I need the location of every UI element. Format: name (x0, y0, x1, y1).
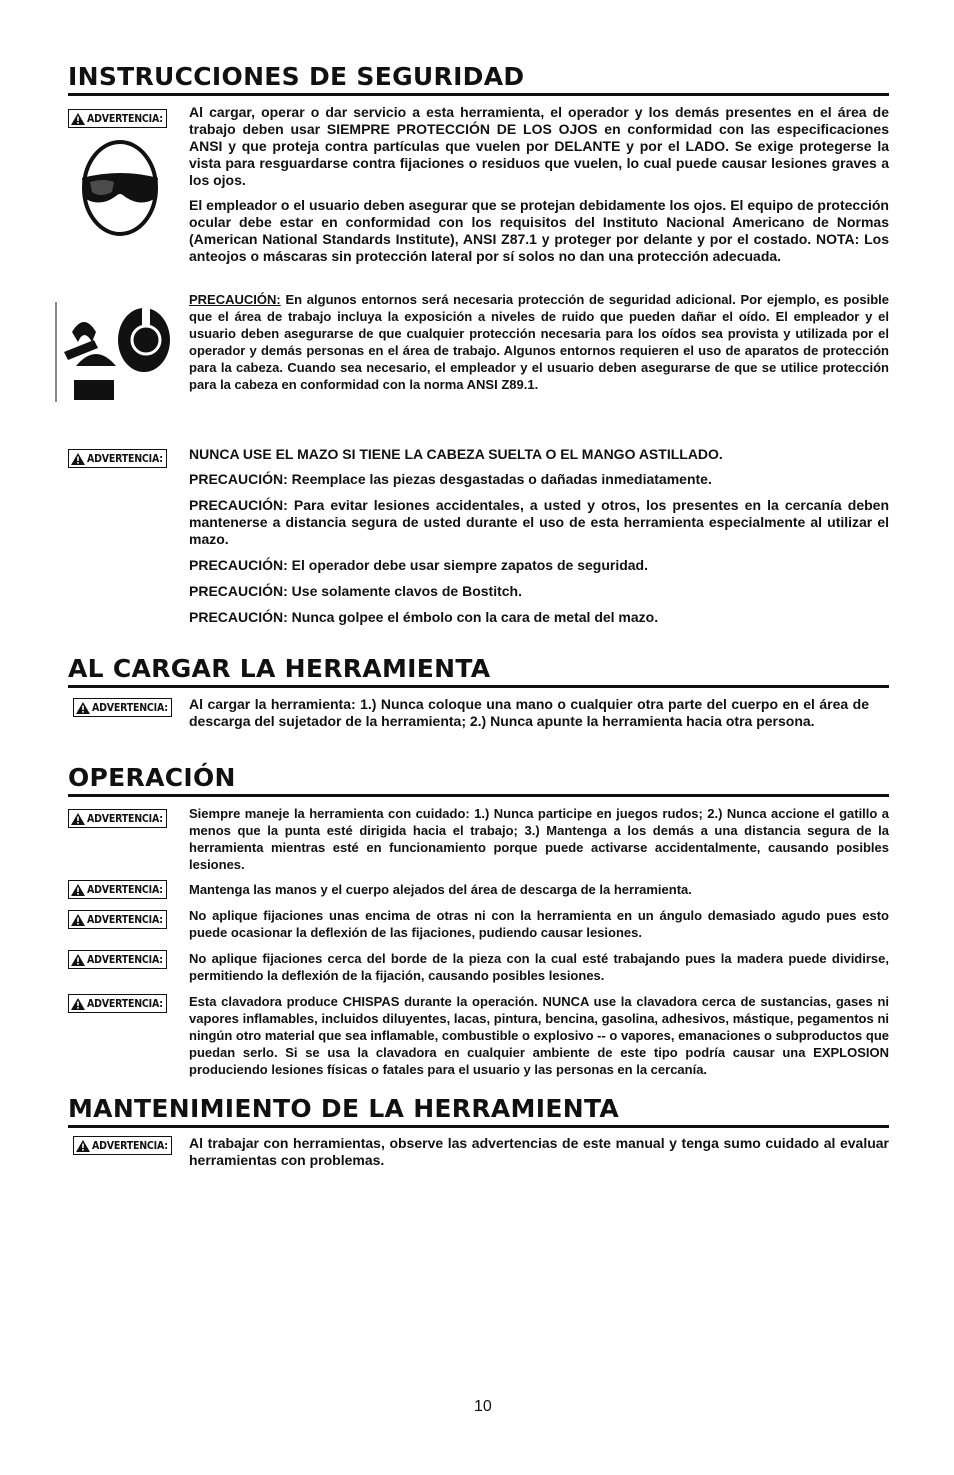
warning-text-1: NUNCA USE EL MAZO SI TIENE LA CABEZA SUELTA O EL MANGO ASTILLADO. (189, 446, 723, 462)
warning-triangle-icon (71, 453, 85, 465)
eye-protection-icon (80, 140, 160, 236)
warning-badge-label: ADVERTENCIA: (87, 953, 163, 966)
operation-warning-1: Siempre maneje la herramienta con cuidado: 1.) Nunca participe en juegos rudos; 2.) Nunca accione el gatillo a menos que la punta esté dirigida hacia el trabajo; 3.) Mantenga a los demás a una distancia segura de la herramienta mientras esté en funcionamiento porque puede activarse accidentalmente, causando posibles lesiones. (189, 806, 889, 872)
warning-triangle-icon (76, 702, 90, 714)
warning-text-4: PRECAUCIÓN: El operador debe usar siempre zapatos de seguridad. (189, 557, 648, 573)
loading-text: Al cargar la herramienta: 1.) Nunca coloque una mano o cualquier otra parte del cuerpo en el área de descarga del sujetador de la herramienta; 2.) Nunca apunte la herramienta hacia otra persona. (189, 696, 869, 729)
section-title-safety: INSTRUCCIONES DE SEGURIDAD (68, 63, 889, 96)
warning-badge (68, 449, 167, 468)
warning-text-5: PRECAUCIÓN: Use solamente clavos de Bostitch. (189, 583, 522, 599)
warning-text-2: PRECAUCIÓN: Reemplace las piezas desgastadas o dañadas inmediatamente. (189, 471, 712, 487)
warning-badge (68, 809, 167, 828)
warning-badge (68, 109, 167, 128)
warning-text-6: PRECAUCIÓN: Nunca golpee el émbolo con la cara de metal del mazo. (189, 609, 659, 625)
warning-badge (68, 994, 167, 1013)
warning-triangle-icon (71, 813, 85, 825)
operation-warning-3: No aplique fijaciones unas encima de otras ni con la herramienta en un ángulo demasiado agudo pues esto puede ocasionar la deflexión de las fijaciones, pudiendo causar lesiones. (189, 908, 889, 940)
warning-badge (73, 698, 172, 717)
warning-triangle-icon (71, 884, 85, 896)
page-number: 10 (474, 1398, 492, 1415)
warning-badge-label: ADVERTENCIA: (92, 701, 168, 714)
warning-badge-label: ADVERTENCIA: (87, 112, 163, 125)
operation-warning-2: Mantenga las manos y el cuerpo alejados del área de descarga de la herramienta. (189, 882, 692, 897)
warning-badge-label: ADVERTENCIA: (87, 812, 163, 825)
caution-text: En algunos entornos será necesaria protección de seguridad adicional. Por ejemplo, es posible que el área de trabajo incluya la exposición a niveles de ruido que pueden dañar el oído. El empleador y el usuario deben asegurarse de que cualquier protección necesaria para los oídos sea provista y utilizada por el operador y demás personas en el área de trabajo. Algunos entornos requieren el uso de aparatos de protección para la cabeza. Cuando sea necesario, el empleador y el usuario deben asegurarse de que se utilice protección para la cabeza en conformidad con la norma ANSI Z89.1. (189, 292, 889, 392)
warning-triangle-icon (71, 954, 85, 966)
maintenance-text: Al trabajar con herramientas, observe las advertencias de este manual y tenga sumo cuidado al evaluar herramientas con problemas. (189, 1135, 889, 1168)
hearing-head-protection-icon (54, 302, 174, 404)
warning-triangle-icon (76, 1140, 90, 1152)
section-title-loading: AL CARGAR LA HERRAMIENTA (68, 655, 889, 688)
warning-badge-label: ADVERTENCIA: (87, 913, 163, 926)
safety-paragraph-2: El empleador o el usuario deben asegurar que se protejan debidamente los ojos. El equipo de protección ocular debe estar en conformidad con los requisitos del Instituto Nacional Americano de Normas (American National Standards Institute), ANSI Z87.1 y proteger por delante y por el costado. NOTA: Los anteojos o máscaras sin protección lateral por sí solos no dan una protección adecuada. (189, 197, 889, 264)
section-title-operation: OPERACIÓN (68, 764, 889, 797)
operation-warning-5: Esta clavadora produce CHISPAS durante la operación. NUNCA use la clavadora cerca de sustancias, gases ni vapores inflamables, incluidos diluyentes, lacas, pintura, bencina, gasolina, adhesivos, mástique, pegamentos ni ningún otro material que sea inflamable, combustible o explosivo -- o vapores, emanaciones o subproductos que puedan serlo. Si se usa la clavadora en cualquier ambiente de este tipo podría causar una EXPLOSION produciendo lesiones físicas o fatales para el usuario y las personas en la cercanía. (189, 994, 889, 1077)
safety-paragraph-3 (189, 291, 889, 393)
warning-badge (68, 910, 167, 929)
warning-text-3: PRECAUCIÓN: Para evitar lesiones accidentales, a usted y otros, los presentes en la cercanía deben mantenerse a distancia segura de usted durante el uso de esta herramienta especialmente al utilizar el mazo. (189, 497, 889, 547)
warning-badge (73, 1136, 172, 1155)
warning-badge-label: ADVERTENCIA: (87, 452, 163, 465)
section-title-maintenance: MANTENIMIENTO DE LA HERRAMIENTA (68, 1095, 889, 1128)
warning-badge-label: ADVERTENCIA: (87, 883, 163, 896)
operation-warning-4: No aplique fijaciones cerca del borde de la pieza con la cual esté trabajando pues la madera puede dividirse, permitiendo la deflexión de la fijación, causando posibles lesiones. (189, 951, 889, 983)
warning-badge-label: ADVERTENCIA: (92, 1139, 168, 1152)
warning-triangle-icon (71, 998, 85, 1010)
warning-badge (68, 880, 167, 899)
warning-badge-label: ADVERTENCIA: (87, 997, 163, 1010)
safety-paragraph-1: Al cargar, operar o dar servicio a esta herramienta, el operador y los demás presentes en el área de trabajo deben usar SIEMPRE PROTECCIÓN DE LOS OJOS en conformidad con las especificaciones ANSI y que proteja contra partículas que vuelen por DELANTE y por el LADO. Se exige protegerse la vista para resguardarse contra fijaciones o residuos que vuelen, lo cual puede causar lesiones graves a los ojos. (189, 104, 889, 188)
caution-label: PRECAUCIÓN: (189, 292, 281, 307)
warning-triangle-icon (71, 914, 85, 926)
warning-triangle-icon (71, 113, 85, 125)
warning-badge (68, 950, 167, 969)
